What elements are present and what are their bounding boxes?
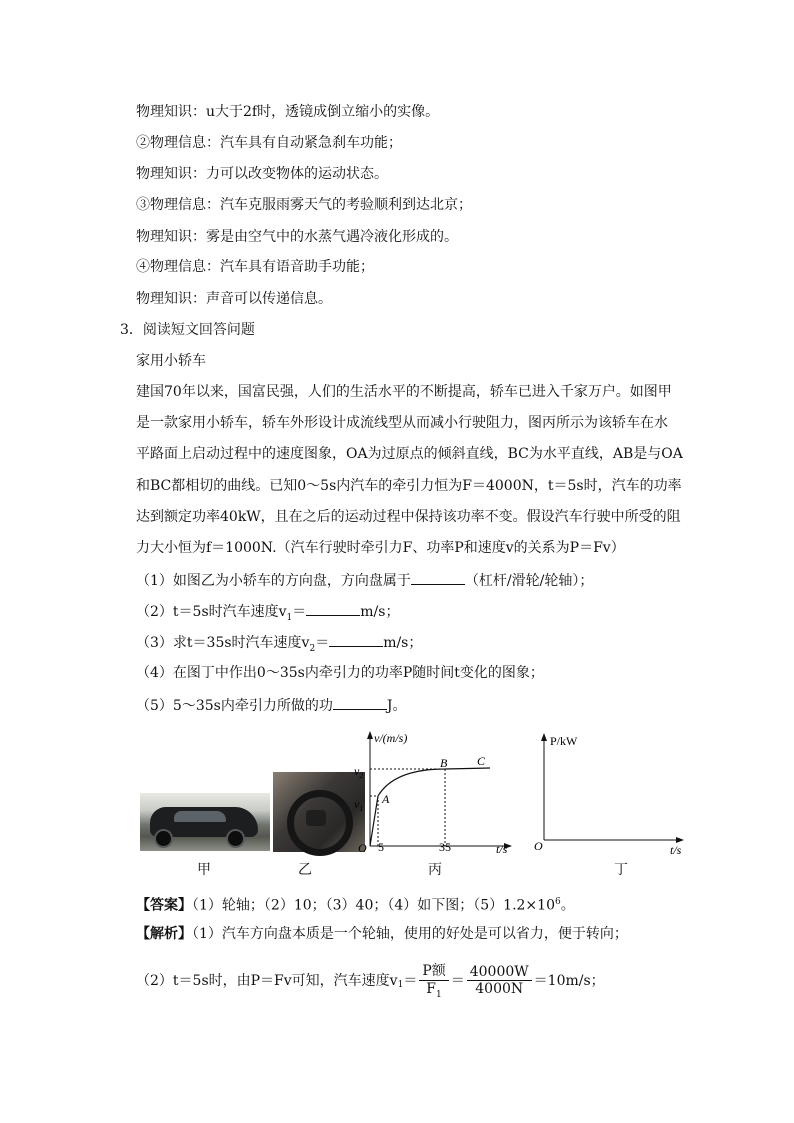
subquestion-5 — [136, 695, 406, 716]
subquestion-text: （1）如图乙为小轿车的方向盘，方向盘属于 — [136, 573, 411, 589]
car-wheel — [226, 829, 245, 848]
point-B: B — [440, 756, 448, 770]
y-axis-label: v/(m/s) — [374, 731, 408, 745]
subscript: 2 — [309, 643, 316, 654]
subquestion-text: ＝ — [315, 635, 330, 651]
analysis-line — [136, 924, 628, 944]
car-wheel — [154, 829, 173, 848]
subquestion-text: （5）5～35s内牵引力所做的功 — [136, 698, 333, 714]
subscript: 1 — [286, 612, 293, 623]
fraction-numerator: 40000W — [467, 964, 532, 981]
caption-ding: 丁 — [614, 862, 628, 878]
analysis-text: ＝ — [403, 973, 418, 989]
fraction-denominator — [426, 981, 441, 1000]
caption-bing: 丙 — [428, 862, 442, 878]
subquestion-text: （杠杆/滑轮/轮轴）； — [464, 573, 594, 589]
analysis-label: 【解析】 — [136, 926, 192, 942]
answer-blank — [411, 570, 465, 585]
subquestion-text: m/s； — [383, 635, 423, 651]
subscript: 1 — [397, 980, 404, 990]
x-axis-label: t/s — [670, 843, 682, 857]
paragraph-line: 建国70年以来，国富民强，人们的生活水平的不断提高，轿车已进入千家万户。如图甲 — [136, 384, 672, 400]
subscript: 1 — [436, 989, 442, 1000]
fraction — [467, 964, 532, 997]
tick-label-v2: $v_2$ — [354, 764, 364, 780]
fraction-numerator: P额 — [419, 960, 448, 981]
subquestion-text: m/s； — [360, 604, 400, 620]
caption-jia: 甲 — [197, 862, 211, 878]
velocity-curve — [370, 768, 490, 846]
text-line: ②物理信息：汽车具有自动紧急刹车功能； — [136, 135, 402, 151]
analysis-formula-line — [136, 955, 605, 1005]
tick-label-35: 35 — [439, 840, 451, 854]
answer-blank — [329, 632, 383, 647]
tick-label-v1: $v_1$ — [354, 797, 364, 813]
text-line: ③物理信息：汽车克服雨雾天气的考验顺利到达北京； — [136, 197, 472, 213]
origin-label: O — [358, 841, 367, 855]
y-axis-arrow — [367, 731, 373, 739]
steering-wheel-hub — [306, 810, 326, 826]
tick-label-5: 5 — [378, 840, 384, 854]
power-time-axes — [530, 728, 695, 858]
car-photo — [140, 793, 270, 851]
text-line: 物理知识：力可以改变物体的运动状态。 — [136, 166, 388, 182]
text-line: ④物理信息：汽车具有语音助手功能； — [136, 259, 374, 275]
answer-blank — [333, 695, 387, 710]
caption-yi: 乙 — [298, 862, 312, 878]
analysis-text: （1）汽车方向盘本质是一个轮轴，使用的好处是可以省力，便于转向； — [192, 926, 628, 942]
answer-label: 【答案】 — [136, 897, 192, 914]
subquestion-text: （3）求t＝35s时汽车速度v — [136, 635, 310, 651]
subquestion-1 — [136, 570, 593, 591]
y-axis-label: P/kW — [550, 734, 578, 748]
y-axis-arrow — [541, 733, 547, 741]
paragraph-line: 平路面上启动过程中的速度图象，OA为过原点的倾斜直线，BC为水平直线，AB是与OA — [136, 446, 683, 462]
fraction-denominator: 4000N — [475, 980, 524, 997]
analysis-text: ＝ — [450, 973, 465, 989]
subquestion-4: （4）在图丁中作出0～35s内牵引力的功率P随时间t变化的图象； — [136, 665, 544, 681]
superscript: 6 — [554, 897, 561, 907]
paragraph-line: 力大小恒为f＝1000N.（汽车行驶时牵引力F、功率P和速度v的关系为P＝Fv） — [136, 540, 625, 556]
x-axis-label: t/s — [496, 842, 508, 856]
text-line: 物理知识：u大于2f时，透镜成倒立缩小的实像。 — [136, 104, 440, 120]
answer-text: （1）轮轴；（2）10；（3）40；（4）如下图；（5）1.2×10 — [192, 897, 555, 914]
fraction — [419, 960, 448, 1000]
velocity-time-chart — [340, 728, 520, 858]
paragraph-line: 和BC都相切的曲线。已知0～5s内汽车的牵引力恒为F＝4000N，t＝5s时，汽车的功率 — [136, 478, 682, 494]
paragraph-line: 是一款家用小轿车，轿车外形设计成流线型从而减小行驶阻力，图丙所示为该轿车在水 — [136, 415, 668, 431]
answer-text: 。 — [560, 897, 575, 914]
answer-line — [136, 892, 575, 916]
subquestion-2 — [136, 601, 399, 628]
text-line: 物理知识：雾是由空气中的水蒸气遇冷液化形成的。 — [136, 229, 458, 245]
subquestion-3 — [136, 632, 422, 659]
point-C: C — [477, 754, 486, 768]
denominator-text: F — [426, 981, 437, 998]
text-line: 物理知识：声音可以传递信息。 — [136, 291, 332, 307]
paragraph-line: 达到额定功率40kW，且在之后的运动过程中保持该功率不变。假设汽车行驶中所受的阻 — [136, 509, 681, 525]
subquestion-text: ＝ — [292, 604, 307, 620]
car-window — [174, 811, 226, 822]
question-subtitle: 家用小轿车 — [136, 353, 206, 369]
answer-blank — [306, 601, 360, 616]
question-number: 3．阅读短文回答问题 — [120, 322, 255, 338]
subquestion-text: （2）t＝5s时汽车速度v — [136, 604, 287, 620]
subquestion-text: J。 — [386, 698, 407, 714]
point-A: A — [382, 792, 390, 806]
origin-label: O — [534, 839, 543, 853]
analysis-text: （2）t＝5s时，由P＝Fv可知，汽车速度v — [136, 973, 398, 989]
analysis-text: ＝10m/s； — [533, 973, 605, 989]
